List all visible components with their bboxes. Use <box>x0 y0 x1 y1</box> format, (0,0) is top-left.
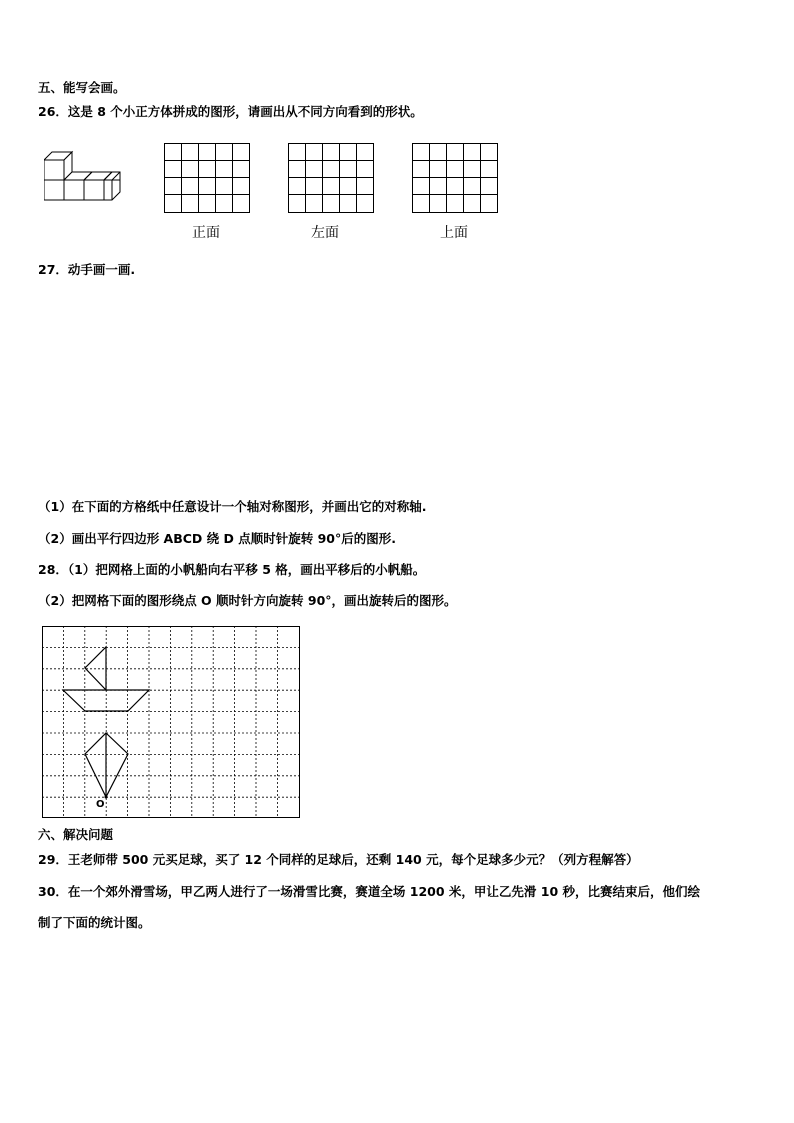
question-29-text: 29．王老师带 500 元买足球，买了 12 个同样的足球后，还剩 140 元，每个足球多少元？（列方程解答） <box>38 852 639 867</box>
caption-left: 左面 <box>311 225 339 241</box>
grid-front-view[interactable] <box>164 143 250 213</box>
grid-top-view[interactable] <box>412 143 498 213</box>
question-27-part2: （2）画出平行四边形 ABCD 绕 D 点顺时针旋转 90°后的图形. <box>38 531 396 546</box>
question-27-part1: （1）在下面的方格纸中任意设计一个轴对称图形，并画出它的对称轴. <box>38 499 427 514</box>
sailboat-shape <box>63 647 149 711</box>
section-five-heading: 五、能写会画。 <box>38 80 126 95</box>
grid-left-view[interactable] <box>288 143 374 213</box>
caption-front: 正面 <box>192 225 220 241</box>
cube-figure <box>44 148 124 204</box>
question-30-line2: 制了下面的统计图。 <box>38 915 151 930</box>
dotted-grid-figure[interactable] <box>42 626 300 818</box>
section-six-heading: 六、解决问题 <box>38 827 114 842</box>
question-27-text: 27．动手画一画. <box>38 262 136 277</box>
point-o <box>105 796 108 799</box>
kite-shape <box>85 733 128 797</box>
question-26-text: 26．这是 8 个小正方体拼成的图形，请画出从不同方向看到的形状。 <box>38 104 423 119</box>
point-o-label: O <box>96 799 105 810</box>
question-30-line1: 30．在一个郊外滑雪场，甲乙两人进行了一场滑雪比赛，赛道全场 1200 米，甲让乙先滑 10 秒，比赛结束后，他们绘 <box>38 884 700 899</box>
question-28-part2: （2）把网格下面的图形绕点 O 顺时针方向旋转 90°，画出旋转后的图形。 <box>38 593 457 608</box>
caption-top: 上面 <box>440 225 468 241</box>
question-28-part1: 28．（1）把网格上面的小帆船向右平移 5 格，画出平移后的小帆船。 <box>38 562 426 577</box>
